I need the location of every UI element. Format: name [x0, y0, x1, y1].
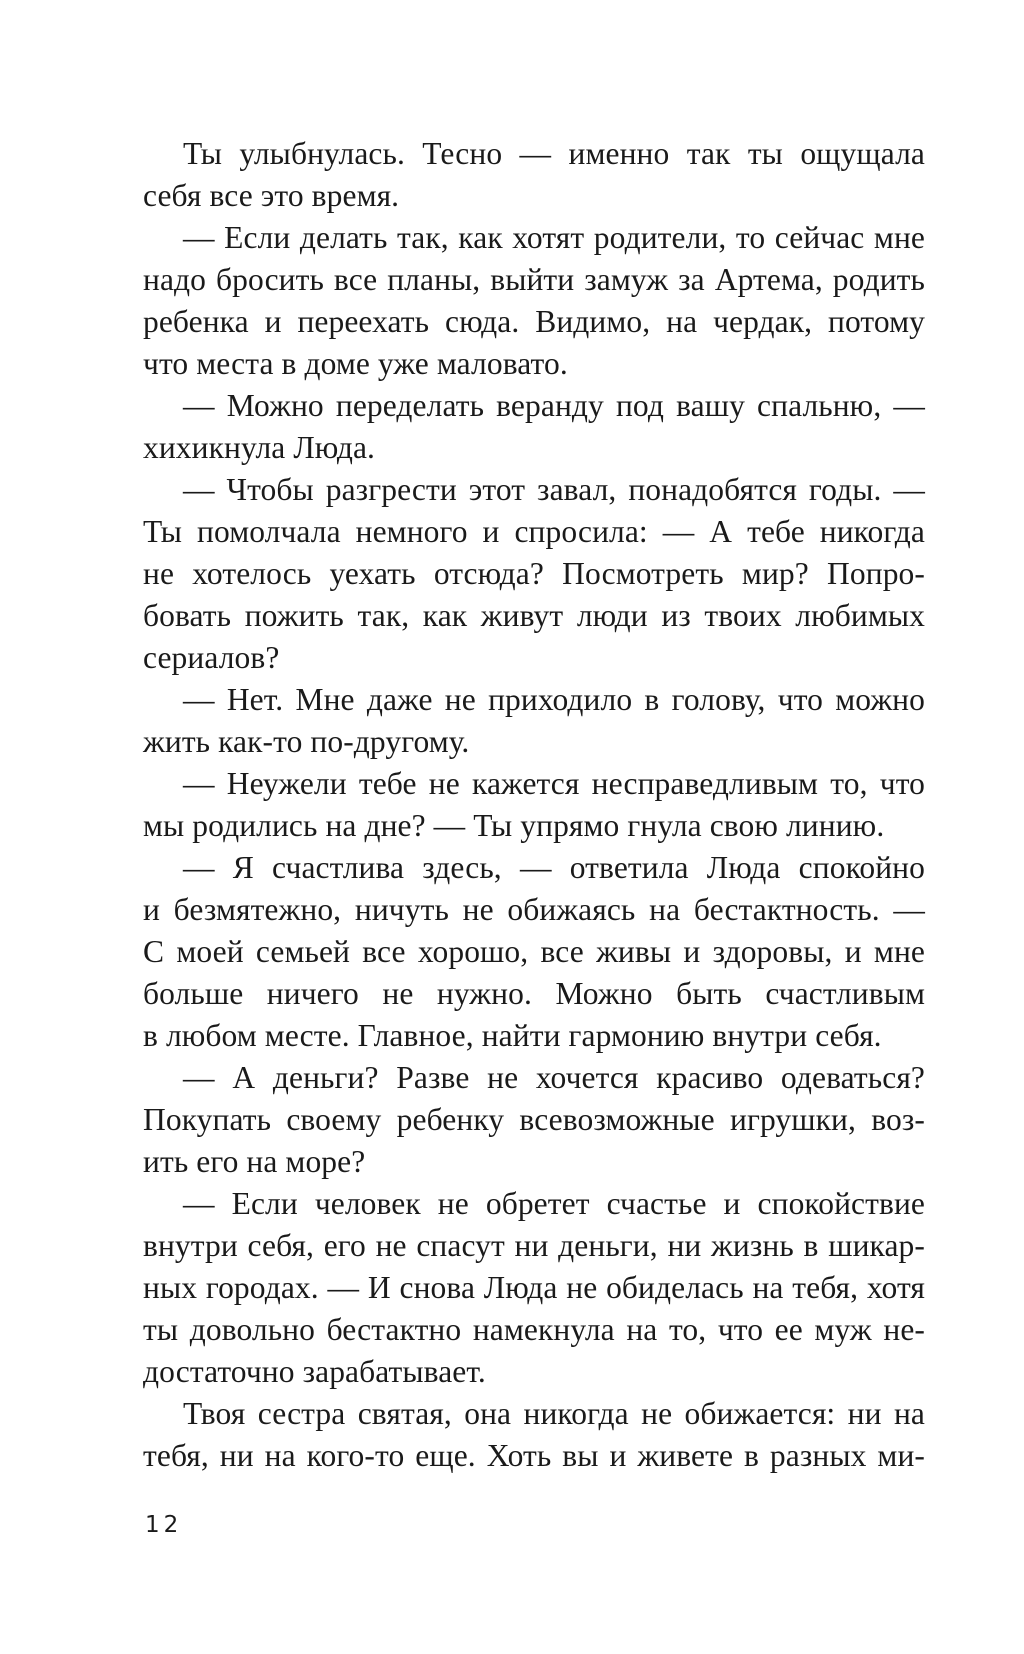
text-line: ребенка и переехать сюда. Видимо, на чердак, потому: [143, 304, 925, 339]
text-line: Покупать своему ребенку всевозможные игрушки, воз-: [143, 1102, 925, 1137]
page-text: [143, 133, 925, 1477]
text-line: сериалов?: [143, 640, 280, 675]
text-line: жить как-то по-другому.: [143, 724, 470, 759]
text-line: себя все это время.: [143, 178, 400, 213]
text-line: — Нет. Мне даже не приходило в голову, что можно: [183, 682, 925, 717]
text-line: Ты улыбнулась. Тесно — именно так ты ощущала: [183, 136, 925, 171]
text-line: Ты помолчала немного и спросила: — А тебе никогда: [143, 514, 925, 549]
text-line: больше ничего не нужно. Можно быть счастливым: [143, 976, 925, 1011]
text-line: — Я счастлива здесь, — ответила Люда спокойно: [183, 850, 925, 885]
text-line: надо бросить все планы, выйти замуж за Артема, родить: [143, 262, 925, 297]
text-line: — Если человек не обретет счастье и спокойствие: [183, 1186, 925, 1221]
text-line: ных городах. — И снова Люда не обиделась на тебя, хотя: [143, 1270, 925, 1305]
text-line: бовать пожить так, как живут люди из твоих любимых: [143, 598, 925, 633]
text-line: достаточно зарабатывает.: [143, 1354, 486, 1389]
text-line: — Неужели тебе не кажется несправедливым то, что: [183, 766, 925, 801]
text-line: внутри себя, его не спасут ни деньги, ни жизнь в шикар-: [143, 1228, 925, 1263]
text-line: С моей семьей все хорошо, все живы и здоровы, и мне: [143, 934, 925, 969]
text-line: — Можно переделать веранду под вашу спальню, —: [183, 388, 925, 423]
page-number: 12: [145, 1512, 183, 1538]
text-line: — Если делать так, как хотят родители, то сейчас мне: [183, 220, 925, 255]
text-line: ить его на море?: [143, 1144, 366, 1179]
text-line: не хотелось уехать отсюда? Посмотреть мир? Попро-: [143, 556, 925, 591]
text-line: тебя, ни на кого-то еще. Хоть вы и живете в разных ми-: [143, 1438, 925, 1473]
text-line: Твоя сестра святая, она никогда не обижается: ни на: [183, 1396, 925, 1431]
text-line: хихикнула Люда.: [143, 430, 375, 465]
text-line: в любом месте. Главное, найти гармонию внутри себя.: [143, 1018, 882, 1053]
text-line: ты довольно бестактно намекнула на то, что ее муж не-: [143, 1312, 925, 1347]
text-line: и безмятежно, ничуть не обижаясь на бестактность. —: [143, 892, 925, 927]
text-line: мы родились на дне? — Ты упрямо гнула свою линию.: [143, 808, 885, 843]
text-line: что места в доме уже маловато.: [143, 346, 568, 381]
text-line: — Чтобы разгрести этот завал, понадобятся годы. —: [183, 472, 925, 507]
text-line: — А деньги? Разве не хочется красиво одеваться?: [183, 1060, 925, 1095]
